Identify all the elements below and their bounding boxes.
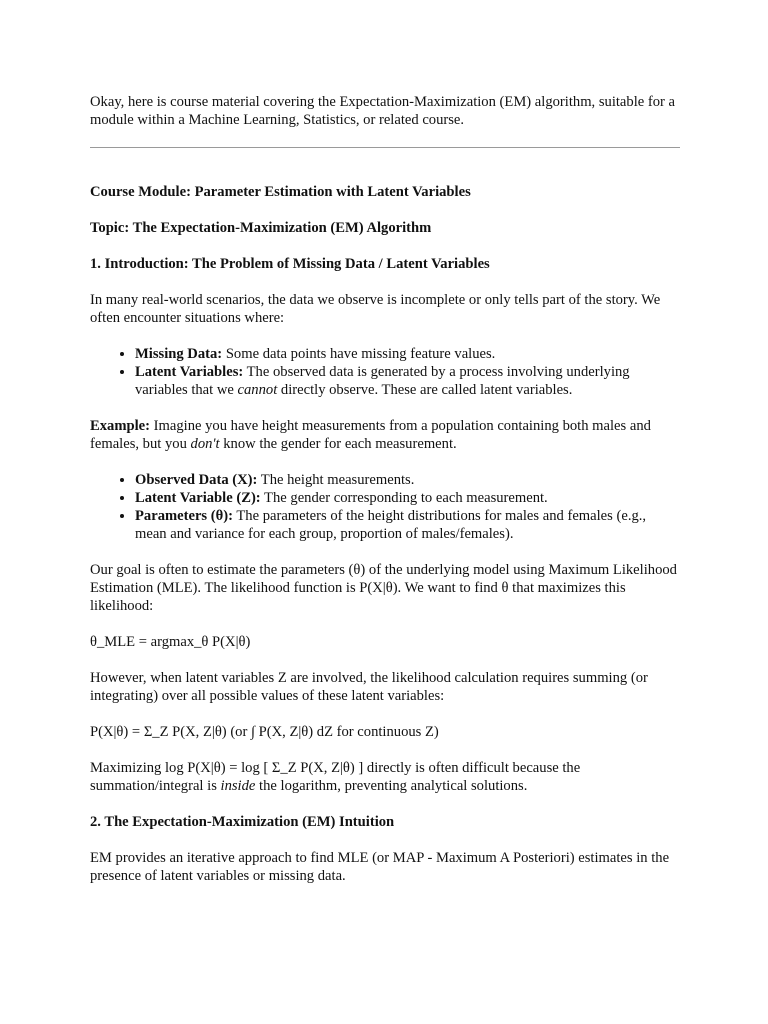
list-item-label: Missing Data: — [135, 346, 223, 362]
example-label: Example: — [90, 418, 150, 434]
paragraph-text: Maximizing log P(X|θ) = log [ Σ_Z P(X, Z|θ) ] directly is often difficult because the summation/integral is — [90, 760, 581, 794]
latent-paragraph: However, when latent variables Z are involved, the likelihood calculation requires summing (or integrating) over all possible values of these latent variables: — [90, 670, 648, 704]
goal-paragraph: Our goal is often to estimate the parameters (θ) of the underlying model using Maximum Likelihood Estimation (MLE). The likelihood function is P(X|θ). We want to find θ that maximizes this likelihood: — [90, 562, 677, 614]
list-item-text: The parameters of the height distributions for males and females (e.g., mean and variance for each group, proportion of males/females). — [135, 508, 647, 542]
paragraph-text: the logarithm, preventing analytical solutions. — [255, 778, 528, 794]
topic-heading: Topic: The Expectation-Maximization (EM) Algorithm — [90, 220, 432, 236]
list-item-text: The height measurements. — [257, 472, 415, 488]
list-item-text: The gender corresponding to each measurement. — [260, 490, 548, 506]
horizontal-rule — [90, 147, 680, 148]
example-definitions-list — [90, 471, 680, 543]
example-text: Imagine you have height measurements from a population containing both males and females, but you — [90, 418, 651, 452]
intro-paragraph: Okay, here is course material covering the Expectation-Maximization (EM) algorithm, suitable for a module within a Machine Learning, Statistics, or related course. — [90, 94, 676, 128]
list-item-text: The observed data is generated by a process involving underlying variables that we — [135, 364, 630, 398]
section1-paragraph: In many real-world scenarios, the data we observe is incomplete or only tells part of the story. We often encounter situations where: — [90, 292, 661, 326]
list-item — [135, 363, 680, 399]
list-item — [135, 345, 680, 363]
section2-heading: 2. The Expectation-Maximization (EM) Intuition — [90, 814, 395, 830]
emphasis-text: cannot — [237, 382, 278, 398]
section2-paragraph: EM provides an iterative approach to find MLE (or MAP - Maximum A Posteriori) estimates in the presence of latent variables or missing data. — [90, 850, 670, 884]
formula-mle: θ_MLE = argmax_θ P(X|θ) — [90, 634, 251, 650]
list-item-label: Parameters (θ): — [135, 508, 233, 524]
list-item-label: Latent Variables: — [135, 364, 244, 380]
list-item-text: Some data points have missing feature values. — [222, 346, 496, 362]
list-item — [135, 489, 680, 507]
example-paragraph — [90, 417, 680, 453]
formula-sum: P(X|θ) = Σ_Z P(X, Z|θ) (or ∫ P(X, Z|θ) dZ for continuous Z) — [90, 724, 439, 740]
section1-heading: 1. Introduction: The Problem of Missing Data / Latent Variables — [90, 256, 490, 272]
maximizing-paragraph — [90, 759, 680, 795]
list-item-label: Latent Variable (Z): — [135, 490, 261, 506]
missing-data-list — [90, 345, 680, 399]
list-item — [135, 471, 680, 489]
emphasis-text: inside — [220, 778, 256, 794]
list-item-label: Observed Data (X): — [135, 472, 258, 488]
example-text: know the gender for each measurement. — [219, 436, 457, 452]
emphasis-text: don't — [190, 436, 220, 452]
list-item — [135, 507, 680, 543]
list-item-text: directly observe. These are called latent variables. — [277, 382, 573, 398]
module-heading: Course Module: Parameter Estimation with Latent Variables — [90, 184, 471, 200]
